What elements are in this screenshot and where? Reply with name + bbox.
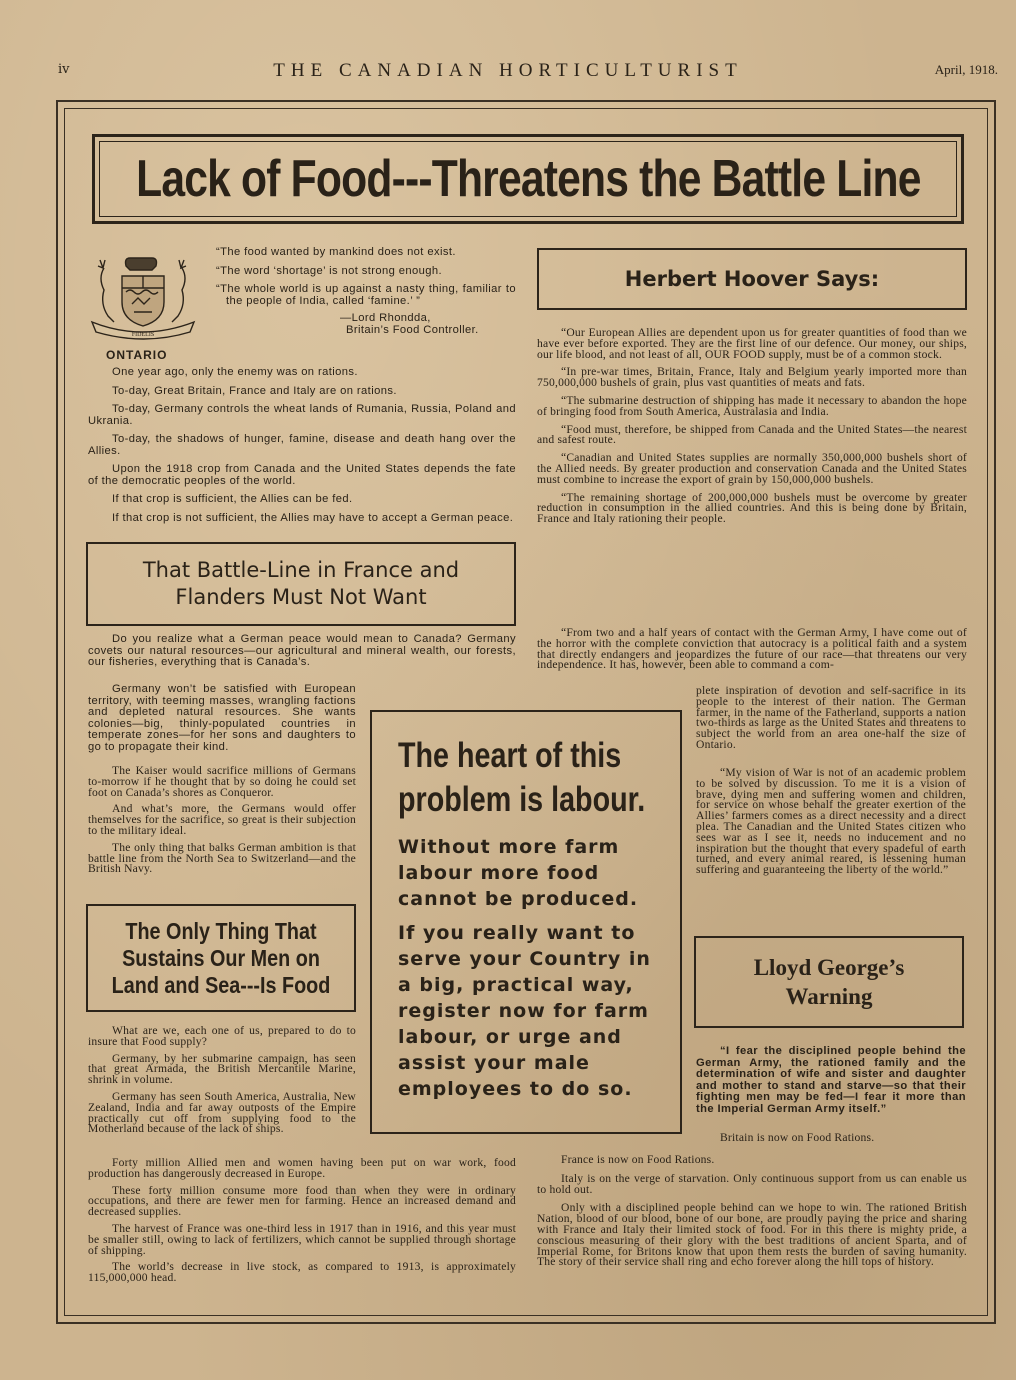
rhondda-quote bbox=[216, 247, 516, 336]
paragraph: If that crop is sufficient, the Allies can be fed. bbox=[112, 493, 353, 505]
lloyd-heading: Lloyd George’s Warning bbox=[753, 955, 905, 1009]
journal-title: THE CANADIAN HORTICULTURIST bbox=[273, 60, 743, 81]
paragraph: Italy is on the verge of starvation. Only continuous support from us can enable us to hold out. bbox=[537, 1171, 967, 1196]
paragraph: “I fear the disciplined people behind the German Army, the rationed family and the determination of wife and sister and daughter and mother to stand and starve—so that their fighting men may be fed—I fear it more than the Imperial German Army itself.” bbox=[696, 1045, 966, 1115]
ontario-coat-of-arms-icon bbox=[86, 248, 200, 352]
intro-text bbox=[88, 367, 516, 524]
paragraph: Germany won’t be satisfied with European territory, with teeming masses, wrangling factions and depleted natural resources. She wants colonies—big, thinly-populated countries in temperate zones—for her sons and daughters to go to propagate their kind. bbox=[88, 683, 356, 753]
battle-line-text-narrow bbox=[88, 684, 356, 759]
paragraph: The world’s decrease in live stock, as compared to 1913, is approximately 115,000,000 head. bbox=[88, 1260, 516, 1285]
paragraph: “My vision of War is not of an academic problem to be solved by discussion. To me it is a vision of brave, dying men and suffering women and children, for service on whose behalf the greater exertion of the Allies’ farmers comes as a direct necessity and a direct plea. The Canadian and the United States citizen who sees war as I see it, needs no inducement and no inspiration but the thought that every spadeful of earth turned, and every animal reared, is lessening human suffering and guaranteeing the liberty of the world.” bbox=[696, 766, 966, 877]
labour-call: If you really want to serve your Country in a big, practical way, register now for farm labour, or urge and assist your male employees to do so. bbox=[398, 922, 651, 1100]
hoover-army-text bbox=[537, 628, 967, 682]
paragraph: To-day, Great Britain, France and Italy are on rations. bbox=[112, 384, 397, 397]
battle-line-text bbox=[88, 634, 516, 669]
running-head bbox=[0, 62, 1016, 84]
page-number: iv bbox=[58, 62, 70, 77]
headline: Lack of Food---Threatens the Battle Line bbox=[135, 150, 921, 208]
ontario-label: ONTARIO bbox=[106, 348, 168, 362]
paragraph: If that crop is not sufficient, the Allies may have to accept a German peace. bbox=[112, 511, 514, 524]
paragraph: “The remaining shortage of 200,000,000 bushels must be overcome by greater reduction in consumption in the allied countries. And this is being done by Britain, France and Italy rationing their people. bbox=[537, 490, 967, 526]
sustains-heading: The Only Thing That Sustains Our Men on Land and Sea---Is Food bbox=[111, 917, 331, 998]
paragraph: “Canadian and United States supplies are normally 350,000,000 bushels short of the Allied needs. By greater production and conservation Canada and the United States must combine to increase the export of grain by 150,000,000 bushels. bbox=[537, 451, 967, 486]
hoover-army-text-continued bbox=[696, 686, 966, 760]
headline-box bbox=[92, 134, 964, 224]
paragraph: “Our European Allies are dependent upon us for greater quantities of food than we have ever before exported. They are the first line of our defence. Our money, our ships, our life blood, and not least of all, OUR FOOD supply, must be of a common stock. bbox=[537, 326, 967, 361]
sustains-heading-box bbox=[86, 904, 356, 1012]
paragraph: The only thing that balks German ambition is that battle line from the North Sea to Switzerland—and the British Navy. bbox=[88, 840, 356, 876]
paragraph: These forty million consume more food than when they were in ordinary occupations, and there are fewer men for farming. Hence an increased demand and decreased supplies. bbox=[88, 1183, 516, 1219]
paragraph: What are we, each one of us, prepared to do to insure that Food supply? bbox=[88, 1024, 356, 1048]
paragraph: “Food must, therefore, be shipped from Canada and the United States—the nearest and safest route. bbox=[537, 422, 967, 447]
lloyd-text-wide bbox=[537, 1155, 967, 1268]
labour-box bbox=[370, 710, 682, 1134]
quote-line: “The word ‘shortage’ is not strong enough. bbox=[216, 264, 442, 277]
paragraph: “From two and a half years of contact with the German Army, I have come out of the horror with the complete conviction that autocracy is a political faith and a system that directly endangers and jeopardizes the future of our race—that threatens our very independence. It has, however, been able to command a com- bbox=[537, 628, 967, 672]
issue-date: April, 1918. bbox=[934, 62, 998, 77]
hoover-heading-box bbox=[537, 248, 967, 310]
labour-body: Without more farm labour more food cannot be produced. bbox=[398, 836, 639, 910]
paragraph: “The submarine destruction of shipping has made it necessary to abandon the hope of bringing food from South America, Australasia and India. bbox=[537, 393, 967, 418]
paragraph: Germany, by her submarine campaign, has seen that great Armada, the British Mercantile Marine, shrink in volume. bbox=[88, 1051, 356, 1087]
paragraph: Britain is now on Food Rations. bbox=[720, 1131, 875, 1144]
svg-text:FIDELIS: FIDELIS bbox=[131, 332, 155, 338]
paragraph: One year ago, only the enemy was on rations. bbox=[112, 366, 358, 378]
paragraph-continuation: plete inspiration of devotion and self-sacrifice in its people to the interest of their nation. The German farmer, in the name of the Fatherland, supports a nation two-thirds as large as the United States and threatens to subject the world from an area one-half the size of Ontario. bbox=[696, 686, 966, 751]
labour-heading: The heart of this bbox=[398, 736, 622, 775]
battle-line-heading-box bbox=[86, 542, 516, 626]
hoover-heading: Herbert Hoover Says: bbox=[624, 267, 880, 291]
quote-line: “The whole world is up against a nasty thing, familiar to the people of India, called ‘famine.’ ” bbox=[216, 283, 516, 307]
hoover-text bbox=[537, 328, 967, 532]
paragraph: “In pre-war times, Britain, France, Italy and Belgium yearly imported more than 750,000,000 bushels of grain, plus vast quantities of meats and fats. bbox=[537, 365, 967, 390]
bottom-left-text bbox=[88, 1158, 516, 1284]
quote-line: “The food wanted by mankind does not exist. bbox=[216, 246, 456, 258]
paragraph: Only with a disciplined people behind can we hope to win. The rationed British Nation, blood of our blood, bone of our bone, are proudly paying the price and sharing with France and Italy their limited stock of food. For in this there is mighty pride, a conscious measuring of their glory with the best traditions of ancient Sparta, and of Imperial Rome, for Britons know that upon them rests the burden of saving humanity. The story of their service shall ring and echo forever along the hill tops of history. bbox=[537, 1201, 967, 1269]
battle-line-heading: That Battle-Line in France and Flanders Must Not Want bbox=[142, 558, 460, 609]
paragraph: To-day, Germany controls the wheat lands of Rumania, Russia, Poland and Ukrania. bbox=[88, 403, 516, 427]
quote-attribution: —Lord Rhondda, bbox=[340, 312, 431, 324]
labour-heading: problem is labour. bbox=[398, 780, 646, 819]
paragraph: And what’s more, the Germans would offer themselves for the sacrifice, so great is their subjection to the military ideal. bbox=[88, 802, 356, 837]
paragraph: Do you realize what a German peace would mean to Canada? Germany covets our natural resources—our agricultural and mineral wealth, our forests, our fisheries, everything that is Canada’s. bbox=[88, 633, 516, 668]
sustains-text bbox=[88, 1026, 356, 1135]
paragraph: The Kaiser would sacrifice millions of Germans to-morrow if he thought that by so doing he could set foot on Canada’s shores as Conqueror. bbox=[88, 764, 356, 799]
lloyd-text bbox=[696, 1133, 966, 1144]
quote-attribution: Britain’s Food Controller. bbox=[346, 323, 479, 336]
lloyd-heading-box bbox=[694, 936, 964, 1028]
lloyd-quote bbox=[696, 1046, 966, 1115]
paragraph: Upon the 1918 crop from Canada and the United States depends the fate of the democratic peoples of the world. bbox=[88, 463, 516, 487]
paragraph: Forty million Allied men and women having been put on war work, food production has dangerously decreased in Europe. bbox=[88, 1156, 516, 1180]
battle-line-serif-text bbox=[88, 766, 356, 875]
paragraph: France is now on Food Rations. bbox=[561, 1153, 715, 1166]
paragraph: The harvest of France was one-third less in 1917 than in 1916, and this year must be smaller still, owing to lack of fertilizers, which cannot be supplied through shortage of shipping. bbox=[88, 1221, 516, 1257]
paragraph: Germany has seen South America, Australia, New Zealand, India and far away outposts of the Empire practically cut off from supplying food to the Motherland because of the lack of ships. bbox=[88, 1089, 356, 1136]
hoover-vision-text bbox=[696, 768, 966, 876]
paragraph: To-day, the shadows of hunger, famine, disease and death hang over the Allies. bbox=[88, 433, 516, 457]
